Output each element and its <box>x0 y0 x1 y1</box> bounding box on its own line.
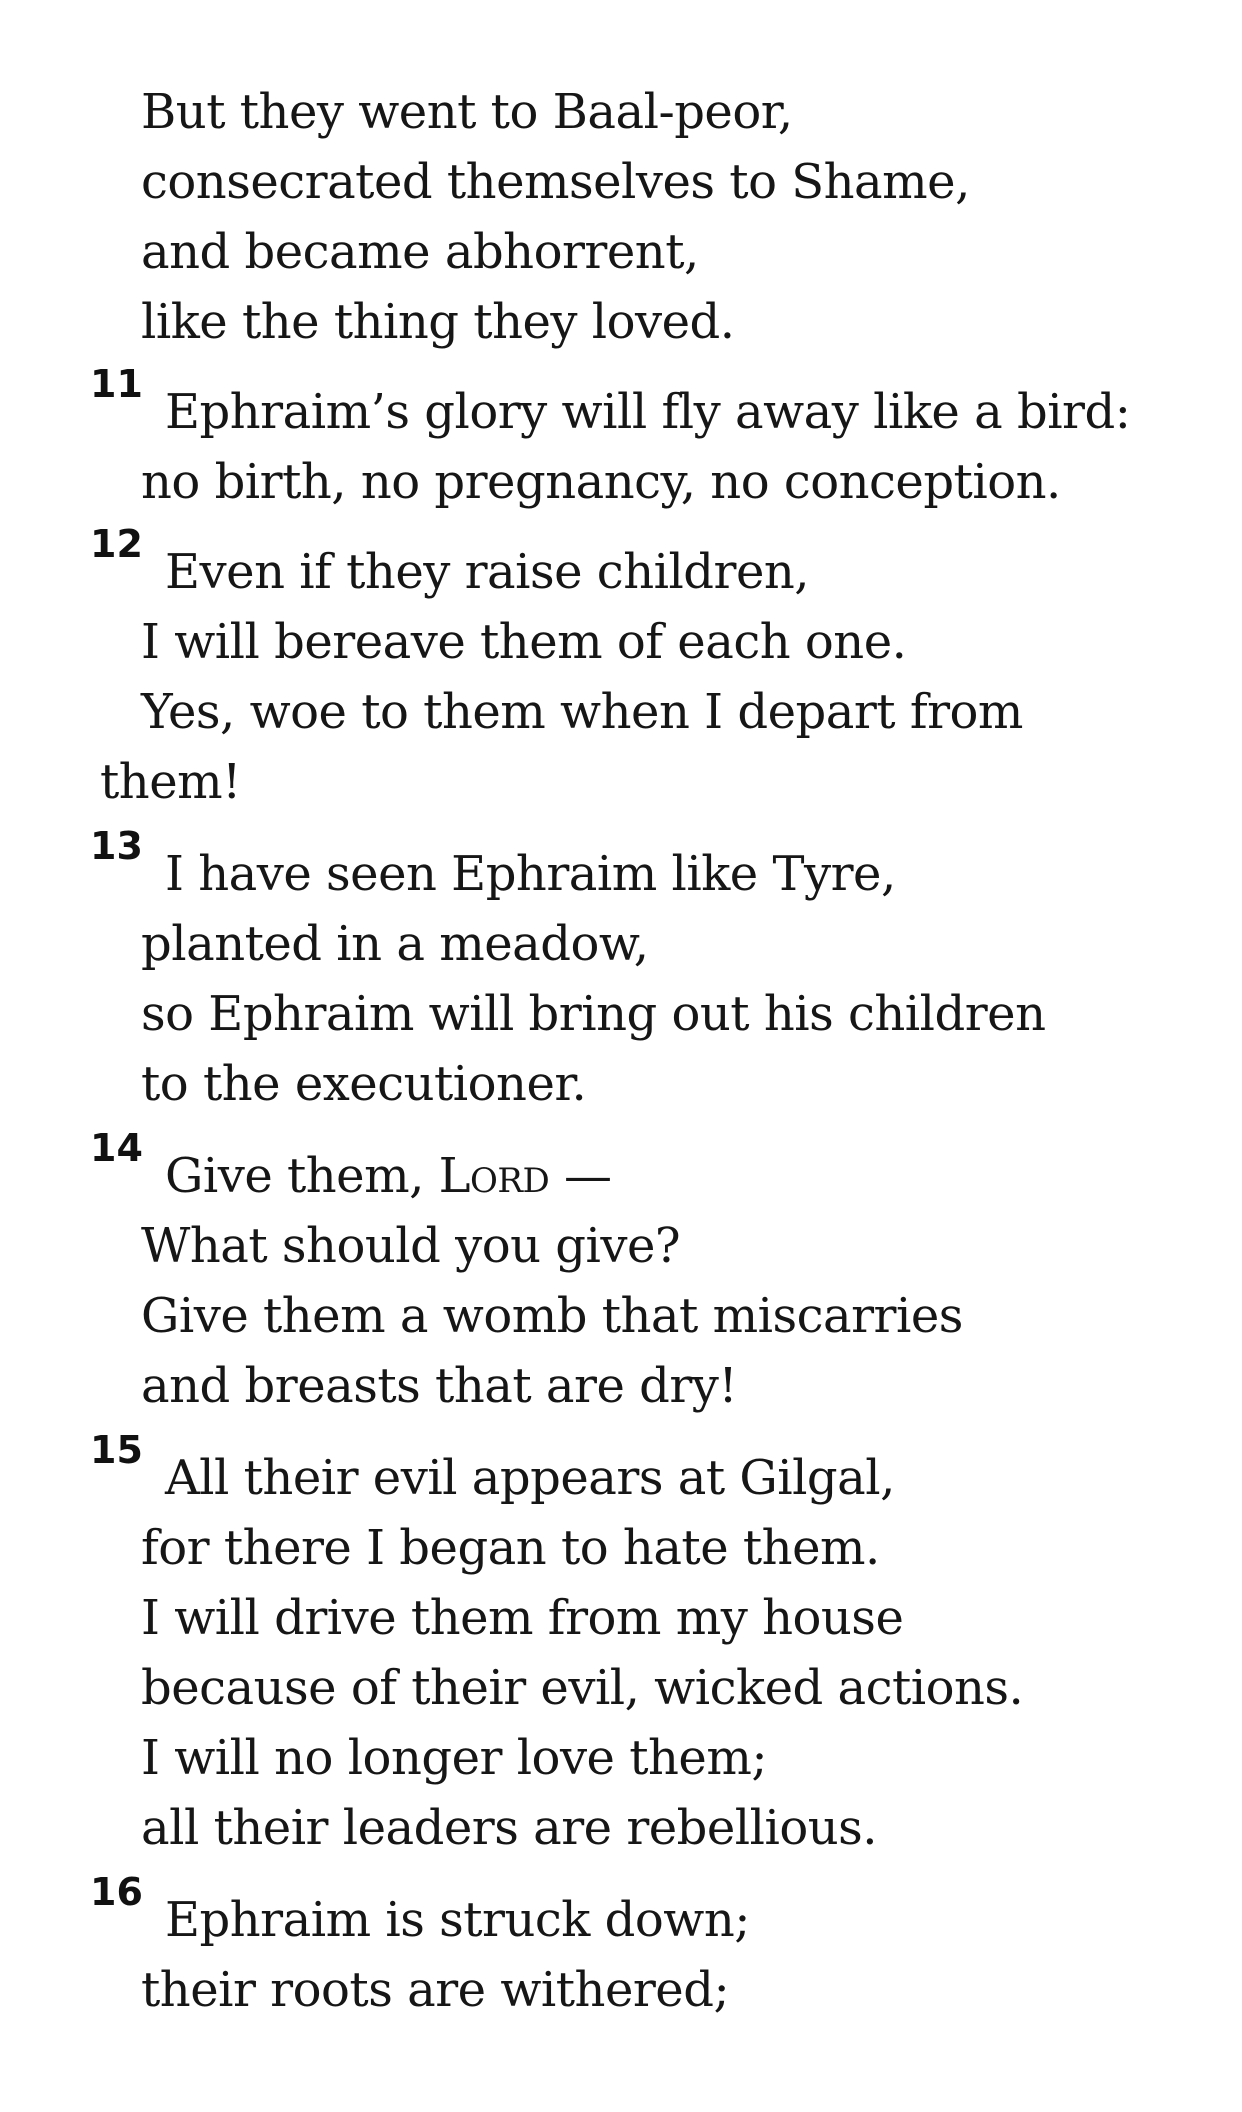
verse-text-suffix: — <box>549 1148 612 1204</box>
verse-number: 14 <box>90 1126 143 1170</box>
poetry-line: planted in a meadow, <box>141 916 649 972</box>
verse-number: 15 <box>90 1428 143 1472</box>
poetry-line: I will no longer love them; <box>141 1730 768 1786</box>
poetry-line: consecrated themselves to Shame, <box>141 154 970 210</box>
verse-first-line: Even if they raise children, <box>165 544 810 600</box>
verse-number: 12 <box>90 522 143 566</box>
verse-first-line: Ephraim’s glory will fly away like a bird: <box>165 384 1131 440</box>
poetry-line: I will bereave them of each one. <box>141 614 907 670</box>
poetry-line: like the thing they loved. <box>141 294 735 350</box>
poetry-line-continuation: them! <box>100 754 241 810</box>
poetry-line: Yes, woe to them when I depart from <box>141 684 1023 740</box>
verse-first-line: I have seen Ephraim like Tyre, <box>165 846 896 902</box>
verse-first-line: All their evil appears at Gilgal, <box>165 1450 895 1506</box>
poetry-line: and breasts that are dry! <box>141 1358 738 1414</box>
divine-name: Lord <box>438 1148 550 1204</box>
poetry-line: their roots are withered; <box>141 1962 730 2018</box>
verse-number: 11 <box>90 362 143 406</box>
verse-text-prefix: Give them, <box>165 1148 439 1204</box>
verse-number: 16 <box>90 1870 143 1914</box>
poetry-line: so Ephraim will bring out his children <box>141 986 1046 1042</box>
poetry-line: I will drive them from my house <box>141 1590 904 1646</box>
poetry-line: But they went to Baal-peor, <box>141 84 793 140</box>
poetry-line: What should you give? <box>141 1218 681 1274</box>
verse-first-line <box>165 1146 612 1206</box>
poetry-line: for there I began to hate them. <box>141 1520 880 1576</box>
poetry-line: because of their evil, wicked actions. <box>141 1660 1024 1716</box>
verse-number: 13 <box>90 824 143 868</box>
verse-first-line: Ephraim is struck down; <box>165 1892 750 1948</box>
poetry-line: no birth, no pregnancy, no conception. <box>141 454 1061 510</box>
poetry-line: Give them a womb that miscarries <box>141 1288 963 1344</box>
poetry-line: to the executioner. <box>141 1056 587 1112</box>
poetry-line: and became abhorrent, <box>141 224 699 280</box>
poetry-line: all their leaders are rebellious. <box>141 1800 878 1856</box>
